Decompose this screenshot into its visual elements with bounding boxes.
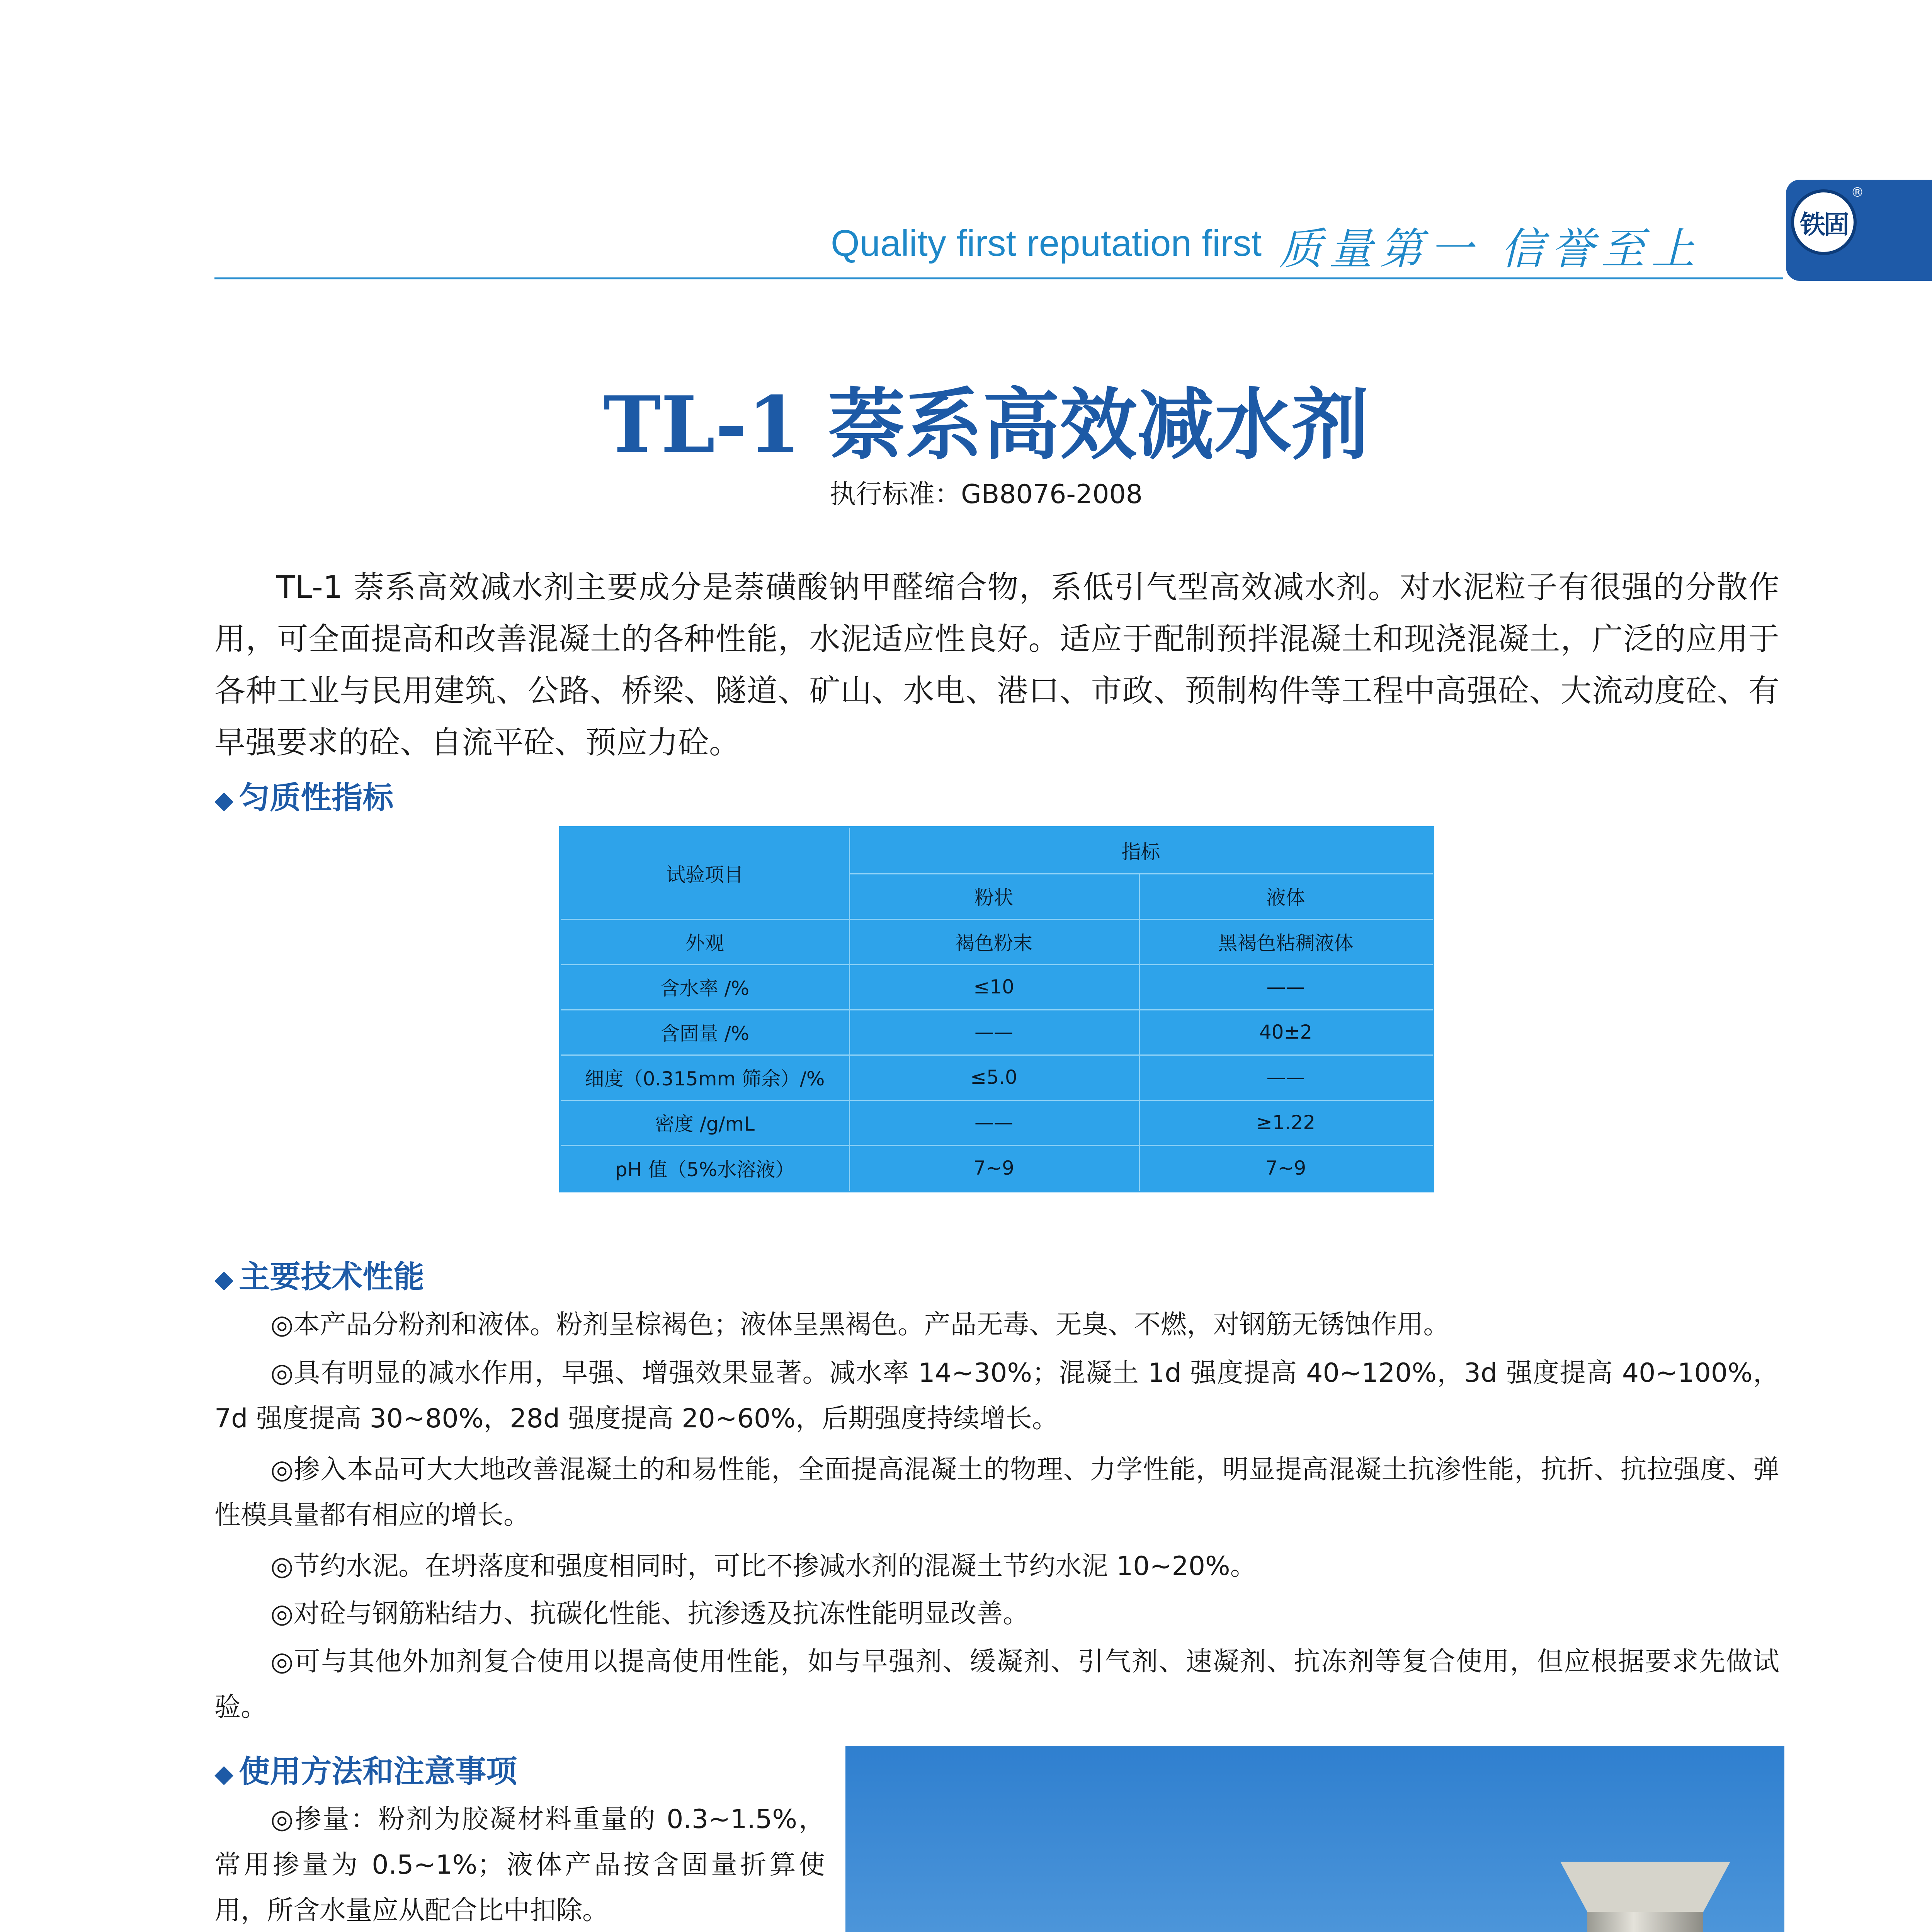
intro-paragraph: TL-1 萘系高效减水剂主要成分是萘磺酸钠甲醛缩合物，系低引气型高效减水剂。对水泥粒子有很强的分散作用，可全面提高和改善混凝土的各种性能，水泥适应性良好。适应于配制预拌混凝土和现浇混凝土，广泛的应用于各种工业与民用建筑、公路、桥梁、隧道、矿山、水电、港口、市政、预制构件等工程中高强砼、大流动度砼、有早强要求的砼、自流平砼、预应力砼。 bbox=[214, 569, 1779, 760]
row-liquid: ≥1.22 bbox=[1256, 1111, 1316, 1134]
row-powder: —— bbox=[975, 1111, 1013, 1134]
product-code: TL-1 bbox=[603, 379, 801, 470]
row-liquid: —— bbox=[1266, 1066, 1305, 1088]
slogan-chinese: 质量第一 信誉至上 bbox=[1279, 224, 1702, 274]
registered-mark: ® bbox=[1851, 185, 1864, 200]
row-powder: ≤10 bbox=[973, 975, 1014, 998]
performance-item: ◎节约水泥。在坍落度和强度相同时，可比不掺减水剂的混凝土节约水泥 10~20%。 bbox=[270, 1551, 1257, 1582]
row-powder: —— bbox=[975, 1020, 1013, 1043]
header-liquid: 液体 bbox=[1266, 886, 1305, 909]
bridge-piers-illustration bbox=[845, 1746, 1784, 1932]
header-item: 试验项目 bbox=[666, 864, 743, 886]
standard-line: 执行标准：GB8076-2008 bbox=[830, 479, 1143, 510]
section-uniformity-heading bbox=[214, 773, 393, 817]
row-powder: 7~9 bbox=[973, 1156, 1014, 1179]
bridge-piers-photo bbox=[845, 1746, 1784, 1932]
row-liquid: —— bbox=[1266, 975, 1305, 998]
section-title: 主要技术性能 bbox=[239, 1259, 425, 1295]
row-item: 外观 bbox=[685, 932, 724, 954]
section-performance-heading bbox=[214, 1252, 424, 1296]
row-powder: ≤5.0 bbox=[970, 1066, 1017, 1088]
slogan-english: Quality first reputation first bbox=[831, 223, 1262, 264]
row-item: 密度 /g/mL bbox=[655, 1112, 755, 1135]
uniformity-table bbox=[559, 826, 1434, 1192]
product-name: 萘系高效减水剂 bbox=[828, 380, 1369, 470]
row-liquid: 7~9 bbox=[1265, 1156, 1306, 1179]
row-powder: 褐色粉末 bbox=[955, 932, 1032, 954]
row-item: 细度（0.315mm 筛余）/% bbox=[585, 1067, 825, 1090]
diamond-bullet-icon: ◆ bbox=[214, 1760, 234, 1788]
section-usage-heading bbox=[214, 1747, 517, 1791]
row-item: pH 值（5%水溶液） bbox=[615, 1158, 795, 1181]
performance-item: ◎具有明显的减水作用，早强、增强效果显著。减水率 14~30%；混凝土 1d 强度提高 40~120%，3d 强度提高 40~100%，7d 强度提高 30~80%，28d 强度提高 20~60%，后期强度持续增长。 bbox=[214, 1358, 1779, 1434]
performance-item: ◎掺入本品可大大地改善混凝土的和易性能，全面提高混凝土的物理、力学性能，明显提高混凝土抗渗性能，抗折、抗拉强度、弹性模具量都有相应的增长。 bbox=[214, 1454, 1779, 1531]
row-item: 含固量 /% bbox=[660, 1022, 750, 1045]
section-title: 使用方法和注意事项 bbox=[239, 1753, 517, 1789]
brand-logo: 铁固 bbox=[1791, 189, 1857, 255]
section-title: 匀质性指标 bbox=[239, 780, 394, 816]
header-powder: 粉状 bbox=[975, 886, 1013, 909]
diamond-bullet-icon: ◆ bbox=[214, 1265, 234, 1294]
row-liquid: 黑褐色粘稠液体 bbox=[1218, 932, 1354, 954]
performance-item: ◎可与其他外加剂复合使用以提高使用性能，如与早强剂、缓凝剂、引气剂、速凝剂、抗冻剂等复合使用，但应根据要求先做试验。 bbox=[214, 1646, 1779, 1723]
diamond-bullet-icon: ◆ bbox=[214, 786, 234, 815]
page-title bbox=[0, 363, 1932, 474]
row-item: 含水率 /% bbox=[660, 977, 750, 1000]
header-index: 指标 bbox=[1121, 841, 1160, 863]
usage-item: ◎掺量：粉剂为胶凝材料重量的 0.3~1.5%，常用掺量为 0.5~1%；液体产品按含固量折算使用，所含水量应从配合比中扣除。 bbox=[214, 1804, 825, 1926]
performance-item: ◎本产品分粉剂和液体。粉剂呈棕褐色；液体呈黑褐色。产品无毒、无臭、不燃，对钢筋无锈蚀作用。 bbox=[270, 1310, 1450, 1340]
row-liquid: 40±2 bbox=[1259, 1020, 1313, 1043]
performance-item: ◎对砼与钢筋粘结力、抗碳化性能、抗渗透及抗冻性能明显改善。 bbox=[270, 1599, 1029, 1629]
header-divider bbox=[214, 277, 1783, 279]
